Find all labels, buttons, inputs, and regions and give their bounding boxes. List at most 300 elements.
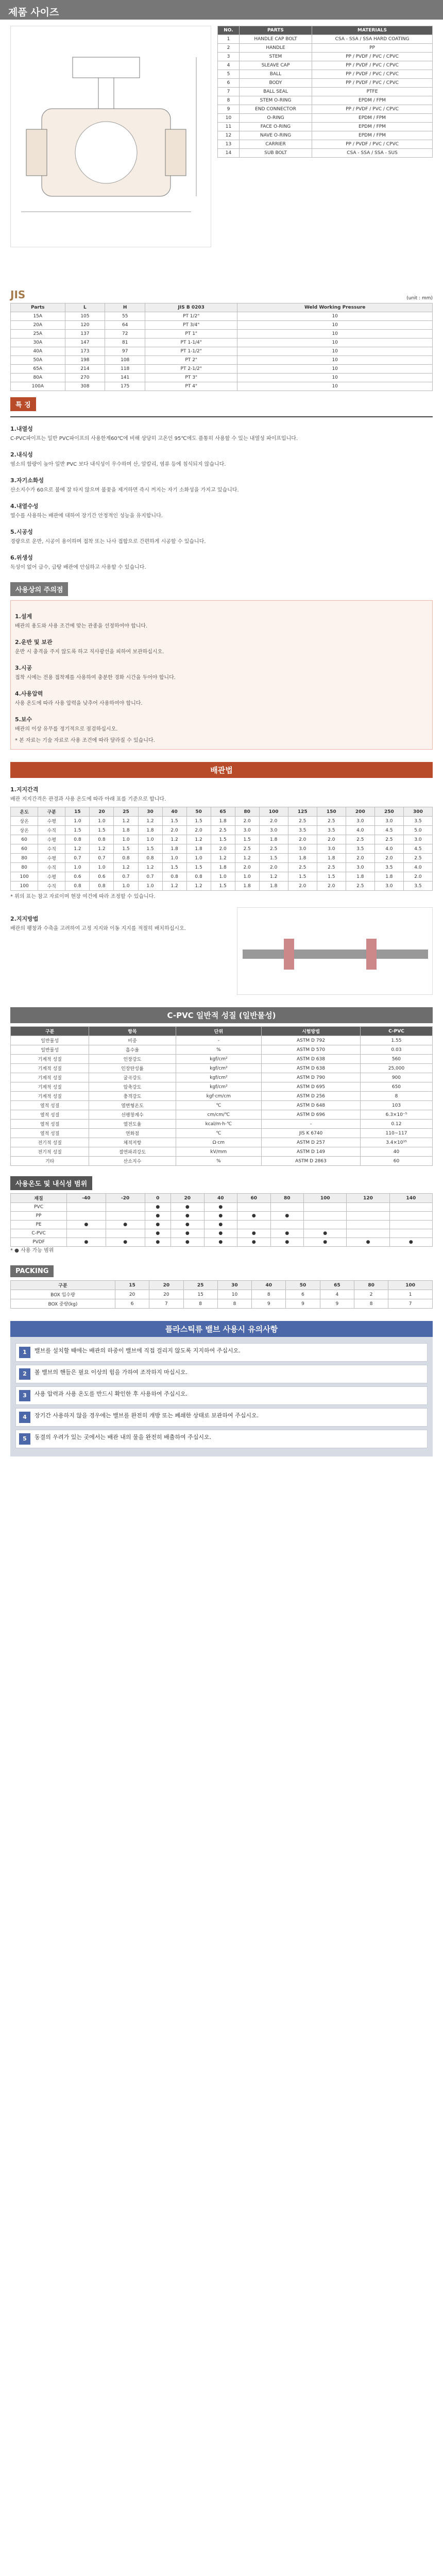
feature-desc: 열수를 사용하는 배관에 대하여 장기간 안정적인 성능을 유지합니다. [10,513,163,519]
features-section [10,397,433,572]
props-row [11,1147,433,1157]
table-cell: 40 [360,1147,432,1157]
piping-note: * 위의 표는 참고 자료이며 현장 여건에 따라 조정할 수 있습니다. [10,894,156,900]
column-header: -20 [106,1194,145,1203]
column-header: 65 [211,807,235,817]
features-list [10,425,433,572]
table-cell: 10 [237,330,433,338]
table-cell: 1.8 [346,872,374,882]
table-cell [304,1221,347,1229]
table-cell: 6 [115,1299,149,1309]
table-cell: SLEAVE CAP [239,61,312,70]
table-cell: 4.0 [374,844,403,854]
table-cell: PP / PVDF / PVC / CPVC [312,105,433,114]
table-cell: 3.5 [288,826,317,835]
table-cell: PT 1-1/4" [145,338,237,347]
warning-number: 3 [19,1390,30,1401]
divider [10,416,433,417]
table-cell: 5 [218,70,240,79]
props-row [11,1101,433,1110]
table-cell: 기계적 성질 [11,1073,89,1082]
warning-section [10,1321,433,1456]
table-cell: PT 4" [145,382,237,391]
packing-row [11,1290,433,1299]
table-cell: 1.8 [374,872,403,882]
table-cell: 1.8 [235,882,259,891]
jis-table [10,303,433,391]
table-cell: 1.2 [186,882,211,891]
table-cell: 1.5 [65,826,90,835]
table-cell: 2.5 [288,817,317,826]
table-cell: ℃ [176,1129,262,1138]
packing-section [10,1265,433,1309]
table-cell: 9 [218,105,240,114]
table-cell: kgf/cm² [176,1055,262,1064]
table-cell: PT 2" [145,356,237,365]
feature-title: 5.시공성 [10,529,33,535]
table-cell: 80 [11,854,38,863]
table-cell: 6.3×10⁻⁵ [360,1110,432,1120]
table-cell: 198 [65,356,105,365]
feature-desc: C-PVC파이프는 일반 PVC파이프의 사용한계60℃에 비해 상당히 고온인 95℃에도 플통히 사용할 수 있는 내열성 파이프입니다. [10,436,298,442]
table-cell: 2.0 [403,872,432,882]
table-cell: 1.0 [162,854,186,863]
feature-desc: 염소의 함량이 높아 일반 PVC 보다 내식성이 우수하며 산, 알칼리, 염류 등에 침식되지 않습니다. [10,462,226,467]
table-cell: PP / PVDF / PVC / CPVC [312,140,433,149]
table-cell: 기계적 성질 [11,1064,89,1073]
table-cell: 1.2 [235,854,259,863]
table-cell: ● [270,1238,304,1247]
table-cell: 1.0 [65,863,90,872]
table-cell: - [262,1120,361,1129]
table-cell [347,1229,389,1238]
table-cell: 55 [105,312,145,321]
parts-row [218,53,433,61]
table-cell [389,1229,432,1238]
warning-item [15,1408,428,1427]
table-cell: 4.0 [346,826,374,835]
table-cell: 10 [237,338,433,347]
props-row [11,1082,433,1092]
jis-row [11,365,433,374]
table-cell: 10 [217,1290,251,1299]
column-header: 200 [346,807,374,817]
table-cell [304,1203,347,1212]
table-cell: ● [171,1229,205,1238]
table-cell [389,1203,432,1212]
table-cell: 0.8 [114,854,138,863]
table-cell: 열적 성질 [11,1101,89,1110]
table-cell [106,1212,145,1221]
column-header: 100 [259,807,288,817]
jis-label: JIS [10,289,26,301]
table-cell: C-PVC [11,1229,67,1238]
table-cell: SUB BOLT [239,149,312,158]
caution-title: 1.설계 [15,613,32,620]
table-cell: 1.8 [211,817,235,826]
table-cell: 30A [11,338,65,347]
table-cell: 1.0 [186,854,211,863]
table-cell: kgf/cm² [176,1064,262,1073]
parts-row [218,70,433,79]
table-cell: 3.0 [374,882,403,891]
warning-bar: 플라스틱류 밸브 사용시 유의사항 [10,1321,433,1337]
column-header: 65 [320,1281,354,1290]
table-cell: EPDM / FPM [312,96,433,105]
table-cell: 4.5 [403,844,432,854]
table-cell: 80A [11,374,65,382]
table-cell: ● [145,1203,171,1212]
table-cell: 1.2 [65,844,90,854]
table-cell: 10 [237,321,433,330]
table-cell: 40A [11,347,65,356]
table-cell: 11 [218,123,240,131]
column-header: 300 [403,807,432,817]
table-cell: 2.0 [317,882,346,891]
feature-title: 1.내열성 [10,426,33,432]
column-header: 40 [162,807,186,817]
table-cell: 60 [360,1157,432,1166]
props-row [11,1092,433,1101]
table-cell: ● [270,1229,304,1238]
chem-row [11,1212,433,1221]
table-cell: 1.0 [138,835,162,844]
table-cell: 5.0 [403,826,432,835]
table-cell: 60 [11,835,38,844]
chem-row [11,1221,433,1229]
table-cell: 10 [237,365,433,374]
parts-row [218,79,433,88]
table-cell: 열적 성질 [11,1120,89,1129]
props-row [11,1129,433,1138]
caution-footnote: * 본 자료는 기술 자료로 사용 조건에 따라 달라질 수 있습니다. [15,738,155,743]
caution-title: 5.보수 [15,716,32,723]
table-cell: 상온 [11,817,38,826]
table-cell: 1.5 [186,863,211,872]
support-row [11,835,433,844]
table-cell: - [176,1036,262,1045]
caution-box [10,600,433,750]
table-cell: 1.8 [138,826,162,835]
table-cell: ● [204,1203,237,1212]
table-cell: 1.0 [114,882,138,891]
support-row [11,844,433,854]
table-cell: 전기적 성질 [11,1147,89,1157]
table-cell: ● [145,1212,171,1221]
table-cell: 97 [105,347,145,356]
table-cell: 10 [237,374,433,382]
table-cell: ASTM D 2863 [262,1157,361,1166]
table-cell: kV/mm [176,1147,262,1157]
table-cell: 0.8 [138,854,162,863]
table-cell [67,1212,106,1221]
table-cell: 8 [252,1290,286,1299]
parts-row [218,114,433,123]
caution-desc: 운반 시 충격을 주지 않도록 하고 직사광선을 피하여 보관하십시오. [15,649,164,655]
table-cell: 열적 성질 [11,1110,89,1120]
table-cell: 3.0 [346,817,374,826]
table-cell: 3.5 [317,826,346,835]
piping-section [10,762,433,995]
table-cell: 10 [237,347,433,356]
table-cell: 1.8 [211,863,235,872]
table-cell: ● [347,1238,389,1247]
table-cell: 기계적 성질 [11,1082,89,1092]
table-cell: 1.8 [259,882,288,891]
caution-title: 3.시공 [15,665,32,671]
table-cell: 2.5 [374,835,403,844]
table-cell: BODY [239,79,312,88]
table-cell: PP / PVDF / PVC / CPVC [312,70,433,79]
table-cell: 0.8 [162,872,186,882]
parts-row [218,61,433,70]
chem-row [11,1238,433,1247]
table-cell: 560 [360,1055,432,1064]
table-cell: STEM O-RING [239,96,312,105]
col-no: NO. [218,26,240,35]
table-cell: ● [106,1238,145,1247]
table-cell: 105 [65,312,105,321]
table-cell: % [176,1045,262,1055]
table-cell: 4.0 [403,863,432,872]
table-cell: ASTM D 696 [262,1110,361,1120]
table-cell: 인장강도 [89,1055,176,1064]
packing-table [10,1280,433,1309]
table-cell: 연화점 [89,1129,176,1138]
column-header: JIS B 0203 [145,303,237,312]
table-cell: 1.0 [138,882,162,891]
table-cell: 2.0 [235,817,259,826]
table-cell: ● [237,1238,271,1247]
table-cell: 2.0 [235,863,259,872]
parts-row [218,149,433,158]
table-cell: 1.8 [259,835,288,844]
packing-label: PACKING [10,1265,54,1277]
table-cell: ASTM D 648 [262,1101,361,1110]
table-cell: END CONNECTOR [239,105,312,114]
table-cell: 수평 [38,872,65,882]
props-row [11,1120,433,1129]
column-header: -40 [67,1194,106,1203]
table-cell: 1.0 [114,835,138,844]
parts-row [218,123,433,131]
table-cell: 0.8 [90,835,114,844]
table-cell: EPDM / FPM [312,114,433,123]
table-cell [270,1221,304,1229]
table-cell: 1.5 [211,882,235,891]
table-cell: 64 [105,321,145,330]
parts-row [218,140,433,149]
table-cell: ● [145,1221,171,1229]
column-header: 150 [317,807,346,817]
table-cell: 0.6 [90,872,114,882]
table-cell: ● [171,1221,205,1229]
table-cell [237,1221,271,1229]
table-cell: ASTM D 790 [262,1073,361,1082]
props-row [11,1036,433,1045]
table-cell: 2.5 [317,863,346,872]
valve-drawing-svg [11,26,211,247]
table-cell: 4.5 [374,826,403,835]
table-cell: 900 [360,1073,432,1082]
table-cell: ASTM D 257 [262,1138,361,1147]
table-cell: 3 [218,53,240,61]
table-cell: 20A [11,321,65,330]
table-cell: 100 [11,872,38,882]
props-row [11,1045,433,1055]
table-cell: 9 [286,1299,320,1309]
table-cell [347,1221,389,1229]
table-cell: 173 [65,347,105,356]
table-cell: 100 [11,882,38,891]
table-cell: 650 [360,1082,432,1092]
table-cell: 1.2 [90,844,114,854]
table-cell: 압축강도 [89,1082,176,1092]
table-cell: 산소지수 [89,1157,176,1166]
feature-title: 6.위생성 [10,554,33,561]
table-cell: 1.2 [138,817,162,826]
table-cell: 1.0 [235,872,259,882]
table-cell: 수직 [38,882,65,891]
table-cell: NAVE O-RING [239,131,312,140]
table-cell: PP / PVDF / PVC / CPVC [312,61,433,70]
table-cell: 12 [218,131,240,140]
table-cell: 2.5 [346,882,374,891]
table-cell: 2.0 [346,854,374,863]
table-cell: ● [389,1238,432,1247]
parts-row [218,105,433,114]
table-cell: ● [237,1212,271,1221]
table-cell: ● [67,1221,106,1229]
table-cell: ASTM D 570 [262,1045,361,1055]
props-row [11,1064,433,1073]
warning-text: 장기간 사용하지 않을 경우에는 밸브를 완전히 개방 또는 폐쇄한 상태로 보관하여 주십시오. [35,1412,259,1419]
table-cell: 20 [149,1290,183,1299]
parts-row [218,88,433,96]
table-cell: 1.2 [162,882,186,891]
warning-item [15,1430,428,1448]
warning-text: 볼 밸브의 핸들은 필요 이상의 힘을 가하여 조작하지 마십시오. [35,1369,188,1376]
caution-bar: 사용상의 주의점 [10,582,68,596]
feature-desc: 산소지수가 60으로 불에 잘 타지 않으며 불꽃을 제거하면 즉시 꺼지는 자기 소화성을 가지고 있습니다. [10,487,239,493]
jis-row [11,382,433,391]
props-bar: C-PVC 일반적 성질 (일반물성) [10,1007,433,1023]
table-cell: 1.5 [162,817,186,826]
jis-row [11,321,433,330]
parts-row [218,44,433,53]
table-cell: 3.5 [403,882,432,891]
jis-row [11,338,433,347]
table-cell: 3.0 [346,863,374,872]
table-cell: ● [145,1238,171,1247]
table-cell: 108 [105,356,145,365]
table-cell: 2.5 [235,844,259,854]
column-header: 125 [288,807,317,817]
table-cell: 3.4×10¹⁵ [360,1138,432,1147]
table-cell: 2.0 [288,882,317,891]
parts-table [217,26,433,158]
table-cell: 0.03 [360,1045,432,1055]
feature-desc: 경량으로 운반, 시공이 용이하며 접착 또는 나사 접합으로 간편하게 시공할 수 있습니다. [10,539,206,545]
table-cell: 137 [65,330,105,338]
column-header: 60 [237,1194,271,1203]
table-cell: 15 [183,1290,217,1299]
warning-number: 4 [19,1412,30,1423]
table-cell: 1.0 [90,817,114,826]
table-cell: 2.0 [317,835,346,844]
table-cell: ℃ [176,1101,262,1110]
warning-text: 사용 압력과 사용 온도를 반드시 확인한 후 사용하여 주십시오. [35,1391,188,1397]
table-cell: 수평 [38,854,65,863]
column-header: Parts [11,303,65,312]
table-cell: 8 [354,1299,388,1309]
table-cell: 14 [218,149,240,158]
piping-intro: 배관 지지간격은 관경과 사용 온도에 따라 아래 표를 기준으로 합니다. [10,796,166,802]
piping-title: 1.지지간격 [10,786,39,793]
warning-item [15,1386,428,1405]
features-bar: 특 징 [10,397,36,411]
table-cell: 충격강도 [89,1092,176,1101]
table-cell: ● [171,1212,205,1221]
feature-title: 3.자기소화성 [10,477,44,484]
size-band [0,0,443,20]
table-cell [389,1221,432,1229]
table-cell: 270 [65,374,105,382]
table-cell: PT 1" [145,330,237,338]
column-header: 15 [115,1281,149,1290]
table-cell: 흡수율 [89,1045,176,1055]
table-cell [347,1203,389,1212]
column-header: 50 [286,1281,320,1290]
table-cell: PP / PVDF / PVC / CPVC [312,79,433,88]
table-cell: 13 [218,140,240,149]
table-cell: 8 [183,1299,217,1309]
table-cell: 81 [105,338,145,347]
table-cell: 기계적 성질 [11,1092,89,1101]
table-cell: 15A [11,312,65,321]
table-cell: kcal/m·h·℃ [176,1120,262,1129]
support-row [11,817,433,826]
table-cell: PTFE [312,88,433,96]
table-cell: 1.55 [360,1036,432,1045]
table-cell: 수직 [38,844,65,854]
table-cell: 7 [388,1299,433,1309]
table-cell: 0.7 [65,854,90,863]
table-cell: 1.2 [211,854,235,863]
table-cell: ● [270,1212,304,1221]
table-cell: PT 1/2" [145,312,237,321]
table-cell [67,1203,106,1212]
table-cell: STEM [239,53,312,61]
table-cell: PT 3" [145,374,237,382]
jis-row [11,312,433,321]
table-cell: ● [204,1238,237,1247]
table-cell: 2.5 [288,863,317,872]
parts-row [218,96,433,105]
table-cell: 175 [105,382,145,391]
table-cell: BOX 입수량 [11,1290,115,1299]
table-cell: PVDF [11,1238,67,1247]
table-cell: 3.0 [288,844,317,854]
column-header: 20 [171,1194,205,1203]
table-cell: ● [106,1221,145,1229]
table-cell: 2.5 [346,835,374,844]
table-cell: 2.0 [211,844,235,854]
col-parts: PARTS [239,26,312,35]
table-cell: ASTM D 256 [262,1092,361,1101]
table-cell: 7 [149,1299,183,1309]
table-cell: 1.5 [90,826,114,835]
